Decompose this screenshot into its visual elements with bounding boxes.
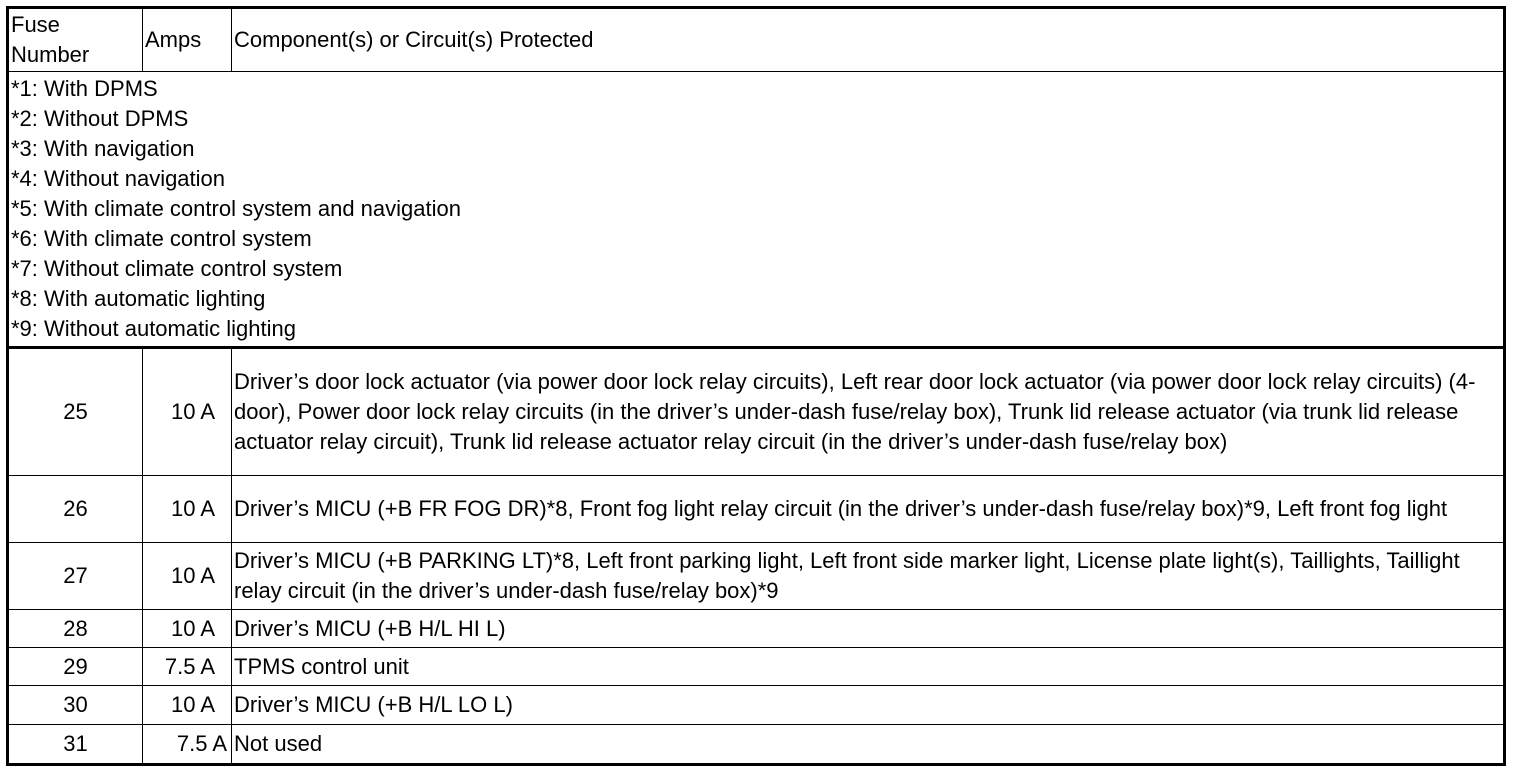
note-item: *6: With climate control system <box>11 226 312 251</box>
components-cell: Driver’s MICU (+B FR FOG DR)*8, Front fog light relay circuit (in the driver’s under-dash fuse/relay box)*9, Left front fog light <box>232 476 1505 543</box>
components-cell: TPMS control unit <box>232 648 1505 686</box>
amps-cell: 10 A <box>143 686 232 725</box>
fuse-number-cell: 27 <box>8 543 143 610</box>
fuse-number-cell: 26 <box>8 476 143 543</box>
notes-row <box>8 72 1505 348</box>
header-row <box>8 8 1505 72</box>
note-item: *3: With navigation <box>11 136 195 161</box>
fuse-number-cell: 30 <box>8 686 143 725</box>
notes-cell <box>8 72 1505 348</box>
fuse-table <box>6 6 1506 766</box>
amps-cell: 10 A <box>143 476 232 543</box>
amps-cell: 10 A <box>143 543 232 610</box>
amps-cell: 7.5 A <box>143 648 232 686</box>
note-item: *4: Without navigation <box>11 166 226 191</box>
table-row <box>8 725 1505 765</box>
fuse-number-cell: 25 <box>8 348 143 476</box>
note-item: *5: With climate control system and navigation <box>11 196 461 221</box>
note-item: *2: Without DPMS <box>11 106 189 131</box>
table-row <box>8 686 1505 725</box>
note-item: *8: With automatic lighting <box>11 286 266 311</box>
components-cell: Not used <box>232 725 1505 765</box>
table-row <box>8 610 1505 648</box>
components-cell: Driver’s MICU (+B PARKING LT)*8, Left front parking light, Left front side marker light, License plate light(s), Taillights, Taillight relay circuit (in the driver’s under-dash fuse/relay box)*9 <box>232 543 1505 610</box>
note-item: *7: Without climate control system <box>11 256 343 281</box>
fuse-number-cell: 28 <box>8 610 143 648</box>
table-row <box>8 648 1505 686</box>
table-row <box>8 476 1505 543</box>
table-row <box>8 348 1505 476</box>
header-components: Component(s) or Circuit(s) Protected <box>232 8 1505 72</box>
header-fuse-number-label: Fuse Number <box>11 12 90 67</box>
table-row <box>8 543 1505 610</box>
amps-cell: 10 A <box>143 610 232 648</box>
note-item: *1: With DPMS <box>11 76 158 101</box>
components-cell: Driver’s MICU (+B H/L HI L) <box>232 610 1505 648</box>
fuse-number-cell: 29 <box>8 648 143 686</box>
amps-cell: 7.5 A <box>143 725 232 765</box>
amps-cell: 10 A <box>143 348 232 476</box>
fuse-number-cell: 31 <box>8 725 143 765</box>
header-fuse-number <box>8 8 143 72</box>
note-item: *9: Without automatic lighting <box>11 316 296 341</box>
components-cell: Driver’s door lock actuator (via power door lock relay circuits), Left rear door lock actuator (via power door lock relay circuits) (4-door), Power door lock relay circuits (in the driver’s under-dash fuse/relay box), Trunk lid release actuator (via trunk lid release actuator relay circuit), Trunk lid release actuator relay circuit (in the driver’s under-dash fuse/relay box) <box>232 348 1505 476</box>
components-cell: Driver’s MICU (+B H/L LO L) <box>232 686 1505 725</box>
header-amps: Amps <box>143 8 232 72</box>
